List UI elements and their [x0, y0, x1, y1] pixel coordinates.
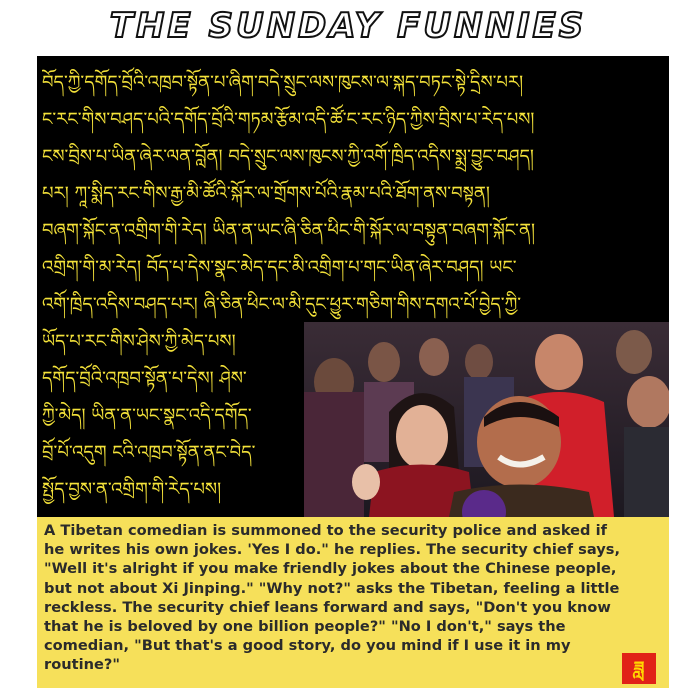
logo-badge: ཟླ [622, 653, 656, 684]
tibetan-line: ངས་བྲིས་པ་ཡིན་ཞེར་ལན་བློན། བདེ་སྲུང་ལས་ཁུངས་ཀྱི་འགོ་ཁྲིད་འདིས་སྨྲ་བྱུང་བཤད། [42, 146, 534, 167]
tibetan-line-narrow: སྤྱོད་བྱས་ན་འགྲིག་གི་རེད་པས། [42, 479, 222, 500]
tibetan-line: པར། ཀཱ་སྨིད་རང་གིས་རྒྱ་མི་ཚོའི་སྐོར་ལ་གྲོགས་པོའི་རྣམ་པའི་ཐོག་ནས་བསྟན། [42, 183, 490, 204]
tibetan-line-narrow: ཀྱི་མེད། ཡིན་ན་ཡང་སྣང་འདི་དགོད་ [42, 405, 252, 426]
tibetan-line-narrow: དགོད་བྲོའི་འཁྲབ་སྟོན་པ་དེས། ཤེས་ [42, 368, 247, 389]
tibetan-line: ང་རང་གིས་བཤད་པའི་དགོད་བྲོའི་གཏམ་རྩོམ་འདི་ཚོ་ང་རང་ཉིད་ཀྱིས་བྲིས་པ་རེད་པས། [42, 109, 535, 130]
tibetan-line: འགྲིག་གི་མ་རེད། བོད་པ་དེས་སྣང་མེད་དང་མི་འགྲིག་པ་གང་ཡིན་ཞེར་བཤད། ཡང་ [42, 257, 517, 278]
tibetan-line: འགོ་ཁྲིད་འདིས་བཤད་པར། ཞི་ཅིན་ཕིང་ལ་མི་དུང་ཕྱུར་གཅིག་གིས་དགའ་པོ་བྱེད་ཀྱི་ [42, 294, 522, 315]
tibetan-line-narrow: བྲོ་པོ་འདུག ངའི་འཁྲབ་སྟོན་ནང་བེད་ [42, 442, 256, 463]
tibetan-line: ཡོད་པ་རང་གིས་ཤེས་ཀྱི་མེད་པས། [42, 331, 236, 352]
tibetan-line: བོད་ཀྱི་དགོད་བྲོའི་འཁྲབ་སྟོན་པ་ཞིག་བདེ་སྲུང་ལས་ཁུངས་ལ་སྐད་བཏང་སྟེ་དྲིས་པར། [42, 72, 524, 93]
page-title: THE SUNDAY FUNNIES [109, 6, 587, 46]
joke-caption: A Tibetan comedian is summoned to the security police and asked if he writes his own jokes. 'Yes I do." he replies. The security chief says, "Well it's alright if you make friendly jokes about the Chinese people, but not about Xi Jinping." "Why not?" asks the Tibetan, feeling a little reckless. The security chief leans forward and says, "Don't you know that he is beloved by one billion people?" "No I don't," says the comedian, "But that's a good story, do you mind if I use it in my routine?" [44, 522, 620, 674]
tibetan-line: བཞག་སྐོང་ན་འགྲིག་གི་རེད། ཡིན་ན་ཡང་ཞི་ཅིན་ཕིང་གི་སྐོར་ལ་བསྟུན་བཞག་སྐོང་ན། [42, 220, 535, 241]
audience-photo [304, 322, 669, 517]
audience-photo-illustration [304, 322, 669, 517]
